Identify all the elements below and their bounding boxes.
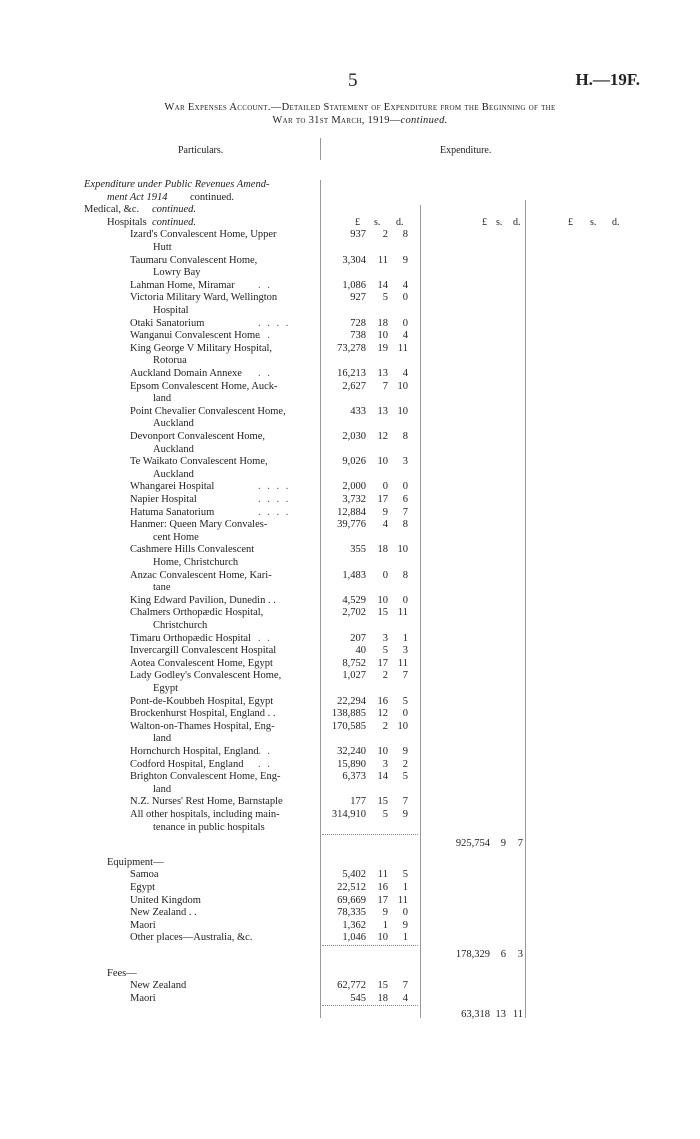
hospital-row — [0, 506, 700, 519]
hospital-label: King George V Military Hospital, — [130, 342, 273, 354]
hospital-shillings: 10 — [377, 330, 388, 342]
fees-label: New Zealand — [130, 980, 187, 992]
hospital-shillings: 17 — [377, 657, 388, 669]
equipment-shillings: 17 — [377, 894, 388, 906]
hospital-row — [0, 405, 700, 418]
hospital-pence: 10 — [397, 544, 408, 556]
equipment-row — [0, 868, 700, 881]
hospital-shillings: 13 — [377, 368, 388, 379]
hospital-pounds: 738 — [350, 330, 366, 342]
hospital-row — [0, 795, 700, 808]
hospital-label: Chalmers Orthopædic Hospital, — [130, 607, 264, 619]
hospital-label: Lady Godley's Convalescent Home, — [130, 670, 282, 682]
hospital-label-cont: Hutt — [153, 242, 172, 253]
unit-label-8: d. — [612, 216, 620, 228]
hospital-shillings: 7 — [382, 380, 388, 392]
equipment-total-pounds: 178,329 — [455, 949, 490, 960]
hospital-shillings: 2 — [382, 720, 388, 732]
hospital-row — [0, 291, 700, 304]
hospitals-total-pence: 7 — [517, 838, 523, 850]
hospital-row — [0, 657, 700, 670]
equipment-label: New Zealand . . — [130, 907, 197, 919]
hospital-shillings: 12 — [377, 708, 388, 720]
hospital-row-cont — [0, 682, 700, 695]
hospital-row-cont — [0, 354, 700, 367]
hospital-leader: . . — [258, 746, 272, 757]
hospital-pounds: 22,294 — [337, 695, 366, 707]
hospital-label: Hatuma Sanatorium — [130, 506, 215, 518]
hospital-shillings: 2 — [382, 670, 388, 682]
hospital-label: Timaru Orthopædic Hospital — [130, 632, 251, 644]
hospital-label: Anzac Convalescent Home, Kari- — [130, 569, 272, 581]
hospital-shillings: 4 — [382, 519, 388, 531]
hospitals-heading: Hospitals — [107, 216, 147, 228]
subheading-hospitals — [0, 216, 700, 229]
equipment-label: Other places—Australia, &c. — [130, 932, 253, 944]
title-line-2: War to 31st March, 1919— — [272, 115, 401, 126]
heading-line-2: ment Act 1914 — [107, 191, 168, 203]
fees-pounds: 545 — [350, 992, 366, 1004]
column-header-expenditure: Expenditure. — [440, 145, 492, 156]
hospital-pounds: 4,529 — [342, 594, 366, 606]
hospital-pence: 0 — [402, 708, 408, 720]
hospital-shillings: 10 — [377, 456, 388, 468]
hospital-row — [0, 644, 700, 657]
hospital-row-cont — [0, 468, 700, 481]
hospital-pence: 4 — [402, 279, 408, 291]
hospital-label-cont: Egypt — [153, 683, 179, 694]
hospital-pence: 0 — [402, 481, 408, 493]
hospital-row — [0, 606, 700, 619]
hospital-label: Pont-de-Koubbeh Hospital, Egypt — [130, 695, 274, 707]
hospital-pounds: 2,627 — [342, 380, 366, 392]
hospital-pence: 11 — [397, 607, 408, 619]
hospital-pence: 5 — [402, 695, 408, 707]
fees-label: Maori — [130, 992, 156, 1004]
hospital-shillings: 17 — [377, 494, 388, 505]
hospital-leader: . . . . — [258, 494, 291, 505]
hospital-pence: 10 — [397, 720, 408, 732]
hospital-label-cont: land — [153, 783, 172, 795]
hospital-shillings: 3 — [382, 632, 388, 644]
hospital-pence: 7 — [402, 670, 408, 682]
fees-total — [0, 1008, 700, 1021]
hospital-label: Brockenhurst Hospital, England . . — [130, 708, 276, 720]
hospital-row-cont — [0, 821, 700, 834]
medical-heading: Medical, &c. — [84, 204, 140, 216]
hospital-row — [0, 254, 700, 267]
equipment-row — [0, 919, 700, 932]
unit-label-4: s. — [496, 216, 503, 228]
hospital-label-cont: Home, Christchurch — [153, 557, 239, 568]
equipment-pence: 1 — [402, 882, 408, 893]
hospital-label: Hornchurch Hospital, England — [130, 746, 259, 757]
hospital-label: Point Chevalier Convalescent Home, — [130, 405, 286, 417]
equipment-label: Egypt — [130, 882, 156, 893]
equipment-heading-row — [0, 856, 700, 869]
page-number: 5 — [348, 70, 358, 91]
hospital-label-cont: Hospital — [153, 305, 189, 316]
equipment-label: Maori — [130, 919, 156, 931]
unit-label-2: d. — [396, 216, 404, 228]
hospital-label: Invercargill Convalescent Hospital — [130, 645, 277, 657]
hospital-pence: 8 — [402, 519, 408, 531]
equipment-pounds: 1,046 — [342, 932, 366, 944]
hospital-row — [0, 342, 700, 355]
hospital-row-cont — [0, 241, 700, 254]
heading-line-1: Expenditure under Public Revenues Amend- — [84, 179, 270, 190]
title-continued: continued. — [400, 115, 448, 126]
hospital-row — [0, 493, 700, 506]
hospital-shillings: 0 — [382, 481, 388, 493]
hospital-row-cont — [0, 581, 700, 594]
hospital-row-cont — [0, 266, 700, 279]
hospital-pounds: 8,752 — [342, 657, 366, 669]
hospitals-total-rule — [322, 834, 418, 835]
equipment-pounds: 78,335 — [337, 907, 366, 919]
hospital-pence: 9 — [402, 746, 408, 757]
hospital-label: Otaki Sanatorium — [130, 317, 205, 329]
hospital-label-cont: tane — [153, 582, 171, 594]
hospital-row — [0, 518, 700, 531]
hospital-pence: 9 — [402, 809, 408, 820]
hospital-row — [0, 758, 700, 771]
hospital-label-cont: cent Home — [153, 531, 199, 543]
hospital-leader: . . — [258, 368, 272, 379]
hospital-pounds: 433 — [350, 405, 366, 417]
hospital-shillings: 14 — [377, 279, 388, 291]
hospital-shillings: 18 — [377, 317, 388, 329]
hospital-pounds: 1,483 — [342, 569, 366, 581]
hospital-label-cont: Lowry Bay — [153, 267, 201, 279]
hospital-pence: 7 — [402, 506, 408, 518]
hospital-row-cont — [0, 783, 700, 796]
hospital-row — [0, 632, 700, 645]
hospital-label: Walton-on-Thames Hospital, Eng- — [130, 720, 275, 732]
section-heading — [0, 178, 700, 191]
equipment-pence: 0 — [402, 907, 408, 919]
hospital-shillings: 2 — [382, 229, 388, 241]
hospital-pence: 0 — [402, 292, 408, 304]
hospital-label: Devonport Convalescent Home, — [130, 431, 266, 442]
equipment-pounds: 22,512 — [337, 882, 366, 893]
hospital-pence: 8 — [402, 431, 408, 442]
equipment-shillings: 16 — [377, 882, 388, 893]
hospital-shillings: 5 — [382, 292, 388, 304]
column-header-particulars: Particulars. — [178, 145, 224, 156]
hospital-label-cont: tenance in public hospitals — [153, 821, 265, 833]
hospital-pounds: 12,884 — [337, 506, 366, 518]
fees-shillings: 15 — [377, 980, 388, 992]
equipment-pounds: 69,669 — [337, 894, 366, 906]
hospital-label-cont: Rotorua — [153, 355, 187, 367]
equipment-pounds: 1,362 — [342, 919, 366, 931]
hospital-pence: 10 — [397, 405, 408, 417]
hospital-pounds: 728 — [350, 317, 366, 329]
hospital-label: Whangarei Hospital — [130, 481, 215, 493]
heading-continued: continued. — [190, 191, 235, 203]
unit-label-1: s. — [374, 216, 381, 228]
hospital-row — [0, 808, 700, 821]
hospital-pence: 3 — [402, 456, 408, 468]
equipment-shillings: 11 — [377, 869, 388, 881]
fees-row — [0, 992, 700, 1005]
hospitals-total — [0, 837, 700, 850]
hospital-row-cont — [0, 732, 700, 745]
hospital-row-cont — [0, 556, 700, 569]
unit-label-3: £ — [482, 216, 487, 228]
equipment-pounds: 5,402 — [342, 869, 366, 881]
hospital-row-cont — [0, 443, 700, 456]
hospital-row — [0, 317, 700, 330]
hospital-pounds: 2,030 — [342, 431, 366, 442]
equipment-total-pence: 3 — [517, 949, 523, 960]
hospital-pounds: 9,026 — [342, 456, 366, 468]
hospital-label: King Edward Pavilion, Dunedin . . — [130, 594, 276, 606]
hospital-shillings: 18 — [377, 544, 388, 556]
hospital-pounds: 32,240 — [337, 746, 366, 757]
equipment-pence: 1 — [402, 932, 408, 944]
hospital-row — [0, 455, 700, 468]
hospital-shillings: 0 — [382, 569, 388, 581]
fees-total-shillings: 13 — [495, 1009, 506, 1021]
hospital-pence: 10 — [397, 380, 408, 392]
hospital-shillings: 15 — [377, 796, 388, 808]
hospital-shillings: 3 — [382, 758, 388, 770]
hospital-pence: 8 — [402, 569, 408, 581]
hospital-row — [0, 695, 700, 708]
hospital-row — [0, 720, 700, 733]
hospital-pounds: 1,027 — [342, 670, 366, 682]
hospital-label: Lahman Home, Miramar — [130, 279, 235, 291]
hospital-pence: 1 — [402, 632, 408, 644]
hospital-pence: 0 — [402, 317, 408, 329]
hospital-label: Izard's Convalescent Home, Upper — [130, 229, 277, 241]
unit-label-6: £ — [568, 216, 573, 228]
hospital-pounds: 1,086 — [342, 279, 366, 291]
hospital-row — [0, 329, 700, 342]
equipment-pence: 11 — [397, 894, 408, 906]
hospital-row — [0, 669, 700, 682]
hospital-row-cont — [0, 531, 700, 544]
fees-pence: 7 — [402, 980, 408, 992]
hospital-row-cont — [0, 304, 700, 317]
equipment-row — [0, 906, 700, 919]
hospital-shillings: 19 — [377, 342, 388, 354]
hospital-row — [0, 707, 700, 720]
hospital-shillings: 5 — [382, 645, 388, 657]
hospital-row — [0, 279, 700, 292]
hospital-shillings: 16 — [377, 695, 388, 707]
hospital-row — [0, 770, 700, 783]
equipment-total-shillings: 6 — [500, 949, 506, 960]
hospitals-total-shillings: 9 — [500, 838, 506, 850]
hospital-label: Cashmere Hills Convalescent — [130, 544, 255, 556]
hospital-label: Codford Hospital, England — [130, 758, 244, 770]
hospital-pounds: 207 — [350, 632, 366, 644]
hospital-pence: 5 — [402, 771, 408, 783]
equipment-row — [0, 881, 700, 894]
hospital-shillings: 5 — [382, 809, 388, 820]
hospital-row — [0, 380, 700, 393]
title-line-1: War Expenses Account.—Detailed Statement of Expenditure from the Beginning of the — [164, 102, 556, 113]
hospital-row-cont — [0, 392, 700, 405]
hospital-label: All other hospitals, including main- — [130, 809, 280, 820]
medical-continued: continued. — [152, 204, 197, 216]
hospital-shillings: 10 — [377, 746, 388, 757]
hospital-pence: 4 — [402, 330, 408, 342]
hospital-shillings: 11 — [377, 254, 388, 266]
hospital-row — [0, 228, 700, 241]
hospital-pounds: 39,776 — [337, 519, 366, 531]
equipment-total — [0, 948, 700, 961]
hospital-label: Hanmer: Queen Mary Convales- — [130, 519, 268, 531]
hospital-pence: 7 — [402, 796, 408, 808]
hospital-row — [0, 367, 700, 380]
fees-shillings: 18 — [377, 992, 388, 1004]
hospital-pence: 11 — [397, 342, 408, 354]
hospital-pounds: 138,885 — [331, 708, 366, 720]
hospital-pounds: 3,732 — [342, 494, 366, 505]
hospital-pounds: 6,373 — [342, 771, 366, 783]
hospital-leader: . . — [258, 758, 272, 770]
fees-total-rule — [322, 1005, 418, 1006]
hospital-pounds: 2,000 — [342, 481, 366, 493]
hospital-pounds: 40 — [355, 645, 366, 657]
hospital-leader: . . . . — [258, 506, 291, 518]
fees-pence: 4 — [402, 992, 408, 1004]
hospital-pounds: 177 — [350, 796, 366, 808]
hospital-pounds: 927 — [350, 292, 366, 304]
section-heading-cont — [0, 191, 700, 204]
hospital-leader: . . . . — [258, 481, 291, 493]
hospital-label: Brighton Convalescent Home, Eng- — [130, 771, 281, 783]
equipment-heading: Equipment— — [107, 856, 164, 868]
hospital-shillings: 14 — [377, 771, 388, 783]
fees-heading: Fees— — [107, 967, 137, 979]
fees-heading-row — [0, 967, 700, 980]
hospital-label: Wanganui Convalescent Home — [130, 330, 260, 342]
hospital-label-cont: Auckland — [153, 418, 194, 430]
hospital-pence: 4 — [402, 368, 408, 379]
hospital-row-cont — [0, 417, 700, 430]
unit-label-5: d. — [513, 216, 521, 228]
hospital-shillings: 10 — [377, 594, 388, 606]
hospital-leader: . . . . — [258, 317, 291, 329]
hospital-pounds: 3,304 — [342, 254, 366, 266]
hospital-pence: 11 — [397, 657, 408, 669]
document-reference: H.—19F. — [575, 70, 640, 89]
hospital-pounds: 314,910 — [331, 809, 366, 820]
equipment-row — [0, 931, 700, 944]
hospital-label: Auckland Domain Annexe — [130, 368, 242, 379]
hospital-shillings: 9 — [382, 506, 388, 518]
hospital-pounds: 937 — [350, 229, 366, 241]
hospital-pence: 8 — [402, 229, 408, 241]
equipment-shillings: 10 — [377, 932, 388, 944]
unit-label-0: £ — [355, 216, 360, 228]
hospital-label-cont: Auckland — [153, 443, 194, 455]
page-title — [80, 101, 640, 127]
hospital-pounds: 355 — [350, 544, 366, 556]
hospital-row — [0, 745, 700, 758]
hospital-label: Te Waikato Convalescent Home, — [130, 456, 268, 468]
hospital-row — [0, 480, 700, 493]
hospital-row — [0, 569, 700, 582]
hospital-shillings: 13 — [377, 405, 388, 417]
header-divider-line — [320, 138, 321, 160]
equipment-shillings: 1 — [382, 919, 388, 931]
hospital-row-cont — [0, 619, 700, 632]
equipment-pence: 5 — [402, 869, 408, 881]
hospital-label-cont: land — [153, 733, 172, 745]
equipment-shillings: 9 — [382, 907, 388, 919]
hospital-pence: 2 — [402, 758, 408, 770]
hospital-pence: 9 — [402, 254, 408, 266]
equipment-label: United Kingdom — [130, 894, 201, 906]
fees-row — [0, 979, 700, 992]
equipment-row — [0, 894, 700, 907]
hospital-label-cont: land — [153, 393, 172, 405]
hospital-label: Taumaru Convalescent Home, — [130, 254, 258, 266]
hospitals-continued: continued. — [152, 216, 197, 228]
hospital-leader: . . — [258, 632, 272, 644]
hospital-label: Napier Hospital — [130, 494, 197, 505]
hospitals-total-pounds: 925,754 — [455, 838, 490, 850]
hospital-pounds: 2,702 — [342, 607, 366, 619]
hospital-pounds: 170,585 — [331, 720, 366, 732]
fees-pounds: 62,772 — [337, 980, 366, 992]
hospital-label: Aotea Convalescent Home, Egypt — [130, 657, 273, 669]
hospital-pounds: 16,213 — [337, 368, 366, 379]
fees-total-pounds: 63,318 — [461, 1009, 490, 1021]
hospital-pence: 0 — [402, 594, 408, 606]
equipment-total-rule — [322, 945, 418, 946]
hospital-row — [0, 543, 700, 556]
hospital-label: N.Z. Nurses' Rest Home, Barnstaple — [130, 796, 283, 808]
hospital-row — [0, 430, 700, 443]
hospital-row — [0, 594, 700, 607]
hospital-pounds: 73,278 — [337, 342, 366, 354]
hospital-leader: . . — [258, 330, 272, 342]
hospital-label-cont: Christchurch — [153, 620, 208, 631]
hospital-leader: . . — [258, 279, 272, 291]
subheading-medical — [0, 203, 700, 216]
unit-label-7: s. — [590, 216, 597, 228]
hospital-label-cont: Auckland — [153, 468, 194, 480]
fees-total-pence: 11 — [512, 1009, 523, 1021]
hospital-shillings: 15 — [377, 607, 388, 619]
hospital-shillings: 12 — [377, 431, 388, 442]
equipment-label: Samoa — [130, 869, 159, 881]
equipment-pence: 9 — [402, 919, 408, 931]
hospital-label: Epsom Convalescent Home, Auck- — [130, 380, 278, 392]
hospital-pence: 3 — [402, 645, 408, 657]
hospital-pounds: 15,890 — [337, 758, 366, 770]
hospital-pence: 6 — [402, 494, 408, 505]
hospital-label: Victoria Military Ward, Wellington — [130, 292, 278, 304]
